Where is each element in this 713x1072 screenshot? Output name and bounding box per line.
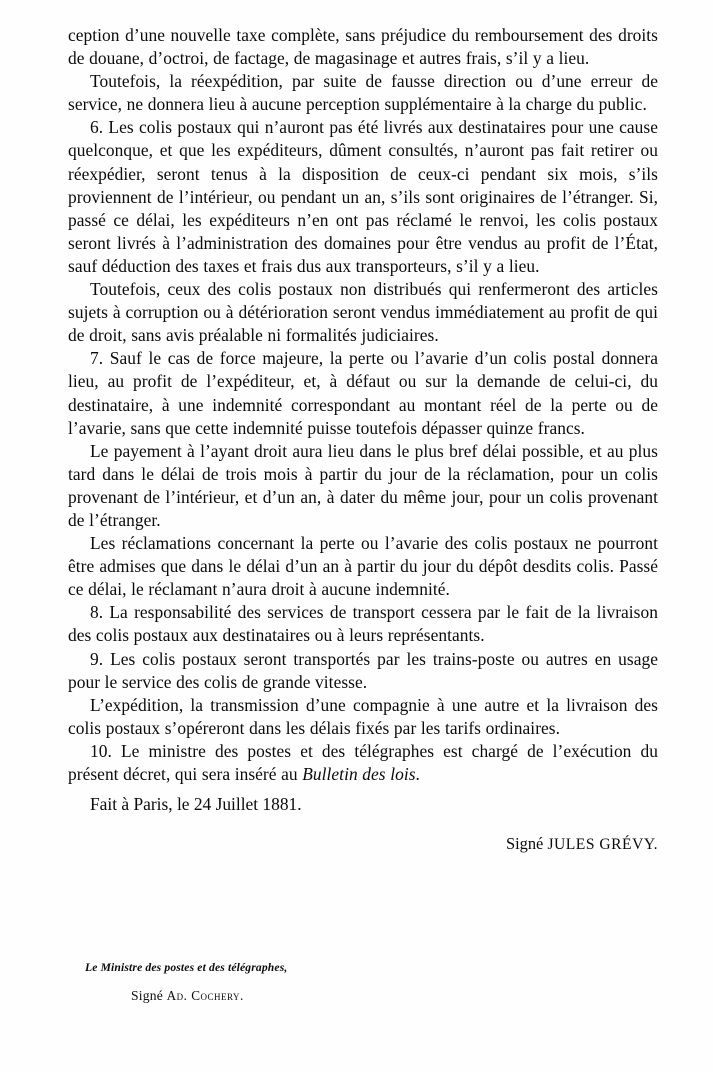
signature-prefix: Signé (505, 834, 544, 854)
bulletin-des-lois-title: Bulletin des lois (302, 764, 416, 784)
paragraph-toutefois-reexpedition: Toutefois, la réexpédition, par suite de fausse direction ou d’une erreur de service, ne donnera lieu à aucune perception supplémentaire à la charge du public. (68, 71, 658, 115)
minister-title: Le Ministre des postes et des télégraphes, (85, 961, 288, 974)
minister-signature-block (85, 960, 515, 1004)
paragraph-article-10 (68, 740, 658, 786)
head-of-state-signature (68, 833, 658, 856)
article-10-text-after: . (415, 764, 420, 784)
paragraph-article-9: 9. Les colis postaux seront transportés par les trains-poste ou autres en usage pour le service des colis de grande vitesse. (68, 648, 658, 692)
minister-signature-prefix: Signé (131, 988, 163, 1003)
paragraph-article-8: 8. La responsabilité des services de transport cessera par le fait de la livraison des colis postaux aux destinataires ou à leurs représentants. (68, 602, 658, 646)
document-text-column (68, 24, 658, 856)
minister-signature-name: Ad. Cochery. (166, 988, 244, 1003)
date-line: Fait à Paris, le 24 Juillet 1881. (90, 794, 302, 815)
paragraph-payement: Le payement à l’ayant droit aura lieu dans le plus bref délai possible, et au plus tard dans le délai de trois mois à partir du jour de la réclamation, pour un colis provenant de l’intérieur, et d’un an, à dater du même jour, pour un colis provenant de l’étranger. (68, 440, 658, 530)
signature-name: JULES GRÉVY. (547, 836, 658, 854)
paragraph-article-6: 6. Les colis postaux qui n’auront pas été livrés aux destinataires pour une cause quelconque, et que les expéditeurs, dûment consultés, n’auront pas fait retirer ou réexpédier, seront tenus à la disposition de ceux-ci pendant six mois, s’ils proviennent de l’intérieur, ou pendant un an, s’ils sont originaires de l’étranger. Si, passé ce délai, les expéditeurs n’en ont pas réclamé le renvoi, les colis postaux seront livrés à l’administration des domaines pour être vendus au profit de l’État, sauf déduction des taxes et frais dus aux transporteurs, s’il y a lieu. (68, 117, 658, 276)
paragraph-toutefois-corruption: Toutefois, ceux des colis postaux non distribués qui renfermeront des articles sujets à corruption ou à détérioration seront vendus immédiatement au profit de qui de droit, sans avis préalable ni formalités judiciaires. (68, 279, 658, 346)
minister-signature (131, 987, 515, 1004)
paragraph-continuation: ception d’une nouvelle taxe complète, sans préjudice du remboursement des droits de douane, d’octroi, de factage, de magasinage et autres frais, s’il y a lieu. (68, 25, 658, 69)
article-10-text-before: 10. Le ministre des postes et des télégraphes est chargé de l’exécution du présent décret, qui sera inséré au (68, 740, 658, 784)
paragraph-article-7: 7. Sauf le cas de force majeure, la perte ou l’avarie d’un colis postal donnera lieu, au profit de l’expéditeur, et, à défaut ou sur la demande de celui-ci, du destinataire, à une indemnité correspondant au montant réel de la perte ou de l’avarie, sans que cette indemnité puisse toutefois dépasser quinze francs. (68, 348, 658, 438)
paragraph-reclamations: Les réclamations concernant la perte ou l’avarie des colis postaux ne pourront être admises que dans le délai d’un an à partir du jour du dépôt desdits colis. Passé ce délai, le réclamant n’aura droit à aucune indemnité. (68, 533, 658, 600)
paragraph-expedition: L’expédition, la transmission d’une compagnie à une autre et la livraison des colis postaux s’opéreront dans les délais fixés par les tarifs ordinaires. (68, 694, 658, 738)
